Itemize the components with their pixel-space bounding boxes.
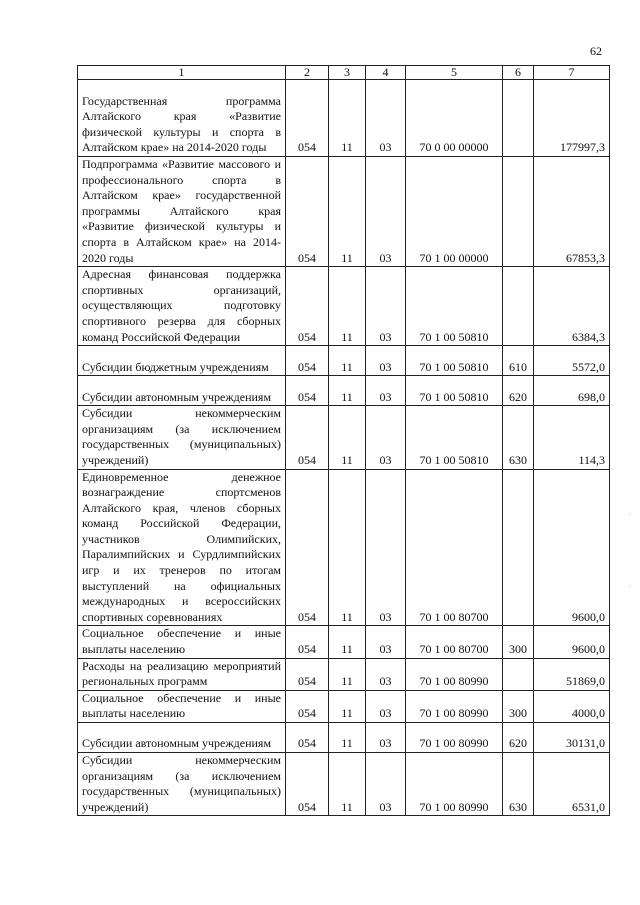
item-name: Социальное обеспечение и иные выплаты населению — [78, 690, 286, 722]
amount: 30131,0 — [534, 723, 610, 753]
expense-type-code — [503, 157, 534, 267]
target-article-code: 70 1 00 80990 — [406, 658, 503, 690]
amount: 177997,3 — [534, 80, 610, 157]
amount: 5572,0 — [534, 346, 610, 376]
expense-type-code — [503, 658, 534, 690]
table-row — [78, 267, 610, 346]
amount: 9600,0 — [534, 626, 610, 658]
target-article-code: 70 1 00 80990 — [406, 690, 503, 722]
subsection-code: 03 — [366, 658, 406, 690]
amount: 698,0 — [534, 376, 610, 406]
amount: 6531,0 — [534, 753, 610, 816]
target-article-code: 70 1 00 80700 — [406, 469, 503, 626]
target-article-code: 70 1 00 50810 — [406, 376, 503, 406]
header-cell: 2 — [286, 66, 329, 80]
item-name: Субсидии автономным учреждениям — [78, 723, 286, 753]
scan-mark: ˈ — [628, 584, 631, 594]
scan-mark: ˈ — [628, 512, 631, 522]
expense-type-code: 630 — [503, 406, 534, 469]
item-name: Адресная финансовая поддержка спортивных организаций, осуществляющих подготовку спортивного резерва для сборных команд Российской Федерации — [78, 267, 286, 346]
ministry-code: 054 — [286, 267, 329, 346]
item-name: Субсидии бюджетным учреждениям — [78, 346, 286, 376]
header-cell: 1 — [78, 66, 286, 80]
header-cell: 4 — [366, 66, 406, 80]
table-row — [78, 346, 610, 376]
ministry-code: 054 — [286, 753, 329, 816]
header-cell: 5 — [406, 66, 503, 80]
ministry-code: 054 — [286, 658, 329, 690]
item-name: Субсидии некоммерческим организациям (за исключением государственных (муниципальных) учреждений) — [78, 406, 286, 469]
section-code: 11 — [329, 376, 366, 406]
subsection-code: 03 — [366, 690, 406, 722]
section-code: 11 — [329, 80, 366, 157]
subsection-code: 03 — [366, 80, 406, 157]
table-row — [78, 376, 610, 406]
item-name: Социальное обеспечение и иные выплаты населению — [78, 626, 286, 658]
ministry-code: 054 — [286, 80, 329, 157]
expense-type-code: 610 — [503, 346, 534, 376]
header-cell: 7 — [534, 66, 610, 80]
ministry-code: 054 — [286, 376, 329, 406]
section-code: 11 — [329, 406, 366, 469]
table-row — [78, 469, 610, 626]
section-code: 11 — [329, 626, 366, 658]
subsection-code: 03 — [366, 626, 406, 658]
amount: 51869,0 — [534, 658, 610, 690]
expense-type-code — [503, 267, 534, 346]
section-code: 11 — [329, 346, 366, 376]
subsection-code: 03 — [366, 469, 406, 626]
subsection-code: 03 — [366, 267, 406, 346]
expense-type-code: 300 — [503, 690, 534, 722]
table-row — [78, 753, 610, 816]
ministry-code: 054 — [286, 626, 329, 658]
table-row — [78, 723, 610, 753]
expense-type-code: 620 — [503, 723, 534, 753]
amount: 114,3 — [534, 406, 610, 469]
subsection-code: 03 — [366, 753, 406, 816]
expense-type-code: 630 — [503, 753, 534, 816]
item-name: Государственная программа Алтайского края «Развитие физической культуры и спорта в Алтайском крае» на 2014-2020 годы — [78, 80, 286, 157]
section-code: 11 — [329, 658, 366, 690]
amount: 4000,0 — [534, 690, 610, 722]
item-name: Расходы на реализацию мероприятий региональных программ — [78, 658, 286, 690]
ministry-code: 054 — [286, 723, 329, 753]
target-article-code: 70 1 00 50810 — [406, 267, 503, 346]
target-article-code: 70 1 00 50810 — [406, 406, 503, 469]
section-code: 11 — [329, 753, 366, 816]
header-cell: 6 — [503, 66, 534, 80]
expense-type-code — [503, 80, 534, 157]
ministry-code: 054 — [286, 406, 329, 469]
page-number: 62 — [590, 44, 602, 58]
item-name: Единовременное денежное вознаграждение спортсменов Алтайского края, членов сборных команд Российской Федерации, участников Олимпийских, Паралимпийских и Сурдлимпийских игр и их тренеров по итогам выступлений на официальных международных и всероссийских спортивных соревнованиях — [78, 469, 286, 626]
section-code: 11 — [329, 469, 366, 626]
amount: 9600,0 — [534, 469, 610, 626]
amount: 67853,3 — [534, 157, 610, 267]
expense-type-code: 300 — [503, 626, 534, 658]
section-code: 11 — [329, 267, 366, 346]
expense-type-code: 620 — [503, 376, 534, 406]
expense-type-code — [503, 469, 534, 626]
ministry-code: 054 — [286, 346, 329, 376]
section-code: 11 — [329, 690, 366, 722]
header-row — [78, 66, 610, 80]
budget-table — [77, 65, 610, 816]
target-article-code: 70 1 00 50810 — [406, 346, 503, 376]
table-row — [78, 626, 610, 658]
table-row — [78, 80, 610, 157]
table-row — [78, 658, 610, 690]
subsection-code: 03 — [366, 346, 406, 376]
subsection-code: 03 — [366, 376, 406, 406]
item-name: Подпрограмма «Развитие массового и профессионального спорта в Алтайском крае» государственной программы Алтайского края «Развитие физической культуры и спорта в Алтайском крае» на 2014-2020 годы — [78, 157, 286, 267]
subsection-code: 03 — [366, 723, 406, 753]
target-article-code: 70 1 00 80990 — [406, 723, 503, 753]
ministry-code: 054 — [286, 469, 329, 626]
item-name: Субсидии автономным учреждениям — [78, 376, 286, 406]
section-code: 11 — [329, 723, 366, 753]
ministry-code: 054 — [286, 157, 329, 267]
subsection-code: 03 — [366, 406, 406, 469]
target-article-code: 70 0 00 00000 — [406, 80, 503, 157]
table-row — [78, 157, 610, 267]
header-cell: 3 — [329, 66, 366, 80]
subsection-code: 03 — [366, 157, 406, 267]
target-article-code: 70 1 00 80700 — [406, 626, 503, 658]
ministry-code: 054 — [286, 690, 329, 722]
item-name: Субсидии некоммерческим организациям (за исключением государственных (муниципальных) учреждений) — [78, 753, 286, 816]
table-row — [78, 690, 610, 722]
target-article-code: 70 1 00 80990 — [406, 753, 503, 816]
amount: 6384,3 — [534, 267, 610, 346]
target-article-code: 70 1 00 00000 — [406, 157, 503, 267]
section-code: 11 — [329, 157, 366, 267]
table-row — [78, 406, 610, 469]
